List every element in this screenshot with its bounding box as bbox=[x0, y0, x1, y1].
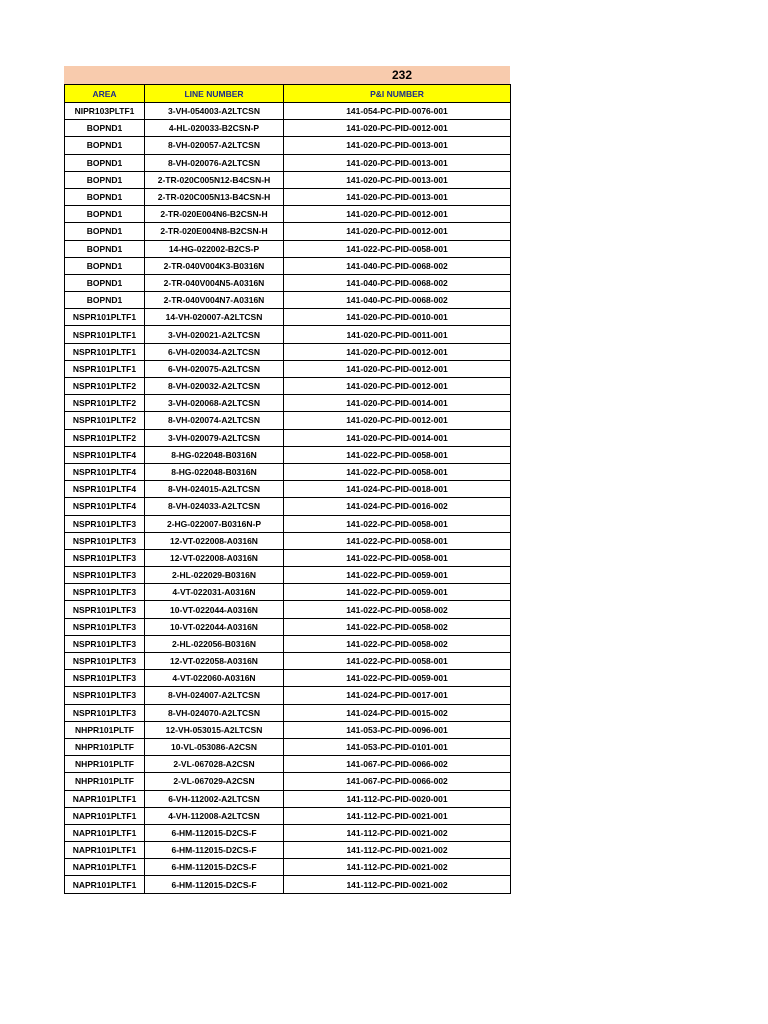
table-row bbox=[65, 876, 511, 893]
table-row bbox=[65, 481, 511, 498]
pid-number-cell: 141-020-PC-PID-0013-001 bbox=[284, 188, 511, 205]
area-cell: NAPR101PLTF1 bbox=[65, 790, 145, 807]
line-number-cell: 2-VL-067028-A2CSN bbox=[145, 756, 284, 773]
table-row bbox=[65, 738, 511, 755]
line-number-cell: 8-VH-020057-A2LTCSN bbox=[145, 137, 284, 154]
area-cell: NSPR101PLTF2 bbox=[65, 395, 145, 412]
area-cell: NAPR101PLTF1 bbox=[65, 807, 145, 824]
area-cell: NIPR103PLTF1 bbox=[65, 103, 145, 120]
table-row bbox=[65, 515, 511, 532]
pid-number-cell: 141-053-PC-PID-0101-001 bbox=[284, 738, 511, 755]
table-row bbox=[65, 360, 511, 377]
area-cell: BOPND1 bbox=[65, 137, 145, 154]
area-cell: BOPND1 bbox=[65, 171, 145, 188]
table-row bbox=[65, 446, 511, 463]
area-cell: BOPND1 bbox=[65, 120, 145, 137]
pid-number-cell: 141-067-PC-PID-0066-002 bbox=[284, 756, 511, 773]
pid-number-cell: 141-022-PC-PID-0059-001 bbox=[284, 584, 511, 601]
pid-number-cell: 141-022-PC-PID-0058-001 bbox=[284, 653, 511, 670]
line-number-cell: 6-HM-112015-D2CS-F bbox=[145, 876, 284, 893]
area-cell: NSPR101PLTF2 bbox=[65, 429, 145, 446]
table-row bbox=[65, 601, 511, 618]
line-number-cell: 6-HM-112015-D2CS-F bbox=[145, 842, 284, 859]
spreadsheet bbox=[64, 66, 510, 894]
pid-number-cell: 141-112-PC-PID-0021-001 bbox=[284, 807, 511, 824]
line-count: 232 bbox=[391, 68, 413, 82]
line-number-cell: 2-TR-040V004N5-A0316N bbox=[145, 274, 284, 291]
table-row bbox=[65, 807, 511, 824]
pid-number-cell: 141-022-PC-PID-0058-001 bbox=[284, 463, 511, 480]
area-cell: NSPR101PLTF3 bbox=[65, 601, 145, 618]
pid-number-cell: 141-020-PC-PID-0014-001 bbox=[284, 429, 511, 446]
line-number-cell: 10-VL-053086-A2CSN bbox=[145, 738, 284, 755]
table-row bbox=[65, 584, 511, 601]
line-number-cell: 2-TR-040V004N7-A0316N bbox=[145, 292, 284, 309]
line-number-cell: 3-VH-020079-A2LTCSN bbox=[145, 429, 284, 446]
table-row bbox=[65, 103, 511, 120]
area-cell: NHPR101PLTF bbox=[65, 738, 145, 755]
header-row bbox=[65, 85, 511, 103]
area-cell: BOPND1 bbox=[65, 257, 145, 274]
pid-number-cell: 141-112-PC-PID-0020-001 bbox=[284, 790, 511, 807]
area-cell: NHPR101PLTF bbox=[65, 721, 145, 738]
area-cell: NSPR101PLTF3 bbox=[65, 635, 145, 652]
pid-number-cell: 141-067-PC-PID-0066-002 bbox=[284, 773, 511, 790]
pid-number-cell: 141-040-PC-PID-0068-002 bbox=[284, 292, 511, 309]
pid-number-cell: 141-020-PC-PID-0010-001 bbox=[284, 309, 511, 326]
pid-number-cell: 141-022-PC-PID-0058-001 bbox=[284, 532, 511, 549]
table-row bbox=[65, 154, 511, 171]
table-row bbox=[65, 326, 511, 343]
table-row bbox=[65, 756, 511, 773]
line-number-cell: 6-VH-112002-A2LTCSN bbox=[145, 790, 284, 807]
table-row bbox=[65, 635, 511, 652]
table-row bbox=[65, 653, 511, 670]
line-number-cell: 14-HG-022002-B2CS-P bbox=[145, 240, 284, 257]
pid-number-cell: 141-024-PC-PID-0018-001 bbox=[284, 481, 511, 498]
banner-row bbox=[64, 66, 510, 84]
table-row bbox=[65, 549, 511, 566]
pid-number-cell: 141-112-PC-PID-0021-002 bbox=[284, 876, 511, 893]
pid-number-cell: 141-020-PC-PID-0013-001 bbox=[284, 171, 511, 188]
table-row bbox=[65, 429, 511, 446]
line-list-table bbox=[64, 84, 511, 894]
pid-number-cell: 141-112-PC-PID-0021-002 bbox=[284, 824, 511, 841]
table-row bbox=[65, 343, 511, 360]
line-number-cell: 2-VL-067029-A2CSN bbox=[145, 773, 284, 790]
line-number-cell: 12-VT-022058-A0316N bbox=[145, 653, 284, 670]
line-number-cell: 8-HG-022048-B0316N bbox=[145, 446, 284, 463]
area-cell: NAPR101PLTF1 bbox=[65, 842, 145, 859]
line-number-cell: 2-TR-020C005N13-B4CSN-H bbox=[145, 188, 284, 205]
pid-number-cell: 141-024-PC-PID-0017-001 bbox=[284, 687, 511, 704]
pid-number-cell: 141-112-PC-PID-0021-002 bbox=[284, 842, 511, 859]
pid-number-cell: 141-040-PC-PID-0068-002 bbox=[284, 257, 511, 274]
pid-number-cell: 141-020-PC-PID-0012-001 bbox=[284, 223, 511, 240]
table-row bbox=[65, 223, 511, 240]
table-row bbox=[65, 687, 511, 704]
line-number-cell: 3-VH-020021-A2LTCSN bbox=[145, 326, 284, 343]
line-number-cell: 2-HL-022029-B0316N bbox=[145, 567, 284, 584]
pid-number-cell: 141-022-PC-PID-0058-001 bbox=[284, 515, 511, 532]
pid-number-cell: 141-020-PC-PID-0012-001 bbox=[284, 378, 511, 395]
pid-number-cell: 141-020-PC-PID-0012-001 bbox=[284, 206, 511, 223]
pid-number-cell: 141-020-PC-PID-0012-001 bbox=[284, 343, 511, 360]
area-cell: NSPR101PLTF3 bbox=[65, 670, 145, 687]
area-cell: NAPR101PLTF1 bbox=[65, 876, 145, 893]
line-number-cell: 6-HM-112015-D2CS-F bbox=[145, 859, 284, 876]
pid-number-cell: 141-020-PC-PID-0012-001 bbox=[284, 360, 511, 377]
area-cell: NSPR101PLTF3 bbox=[65, 618, 145, 635]
area-cell: NSPR101PLTF4 bbox=[65, 446, 145, 463]
line-number-cell: 8-HG-022048-B0316N bbox=[145, 463, 284, 480]
line-number-cell: 10-VT-022044-A0316N bbox=[145, 601, 284, 618]
area-cell: NAPR101PLTF1 bbox=[65, 859, 145, 876]
table-row bbox=[65, 824, 511, 841]
line-number-cell: 3-VH-020068-A2LTCSN bbox=[145, 395, 284, 412]
line-number-cell: 4-HL-020033-B2CSN-P bbox=[145, 120, 284, 137]
area-cell: NSPR101PLTF3 bbox=[65, 515, 145, 532]
pid-number-cell: 141-022-PC-PID-0058-002 bbox=[284, 618, 511, 635]
table-row bbox=[65, 463, 511, 480]
area-cell: NSPR101PLTF4 bbox=[65, 463, 145, 480]
table-row bbox=[65, 257, 511, 274]
area-cell: NSPR101PLTF1 bbox=[65, 360, 145, 377]
line-number-cell: 8-VH-024015-A2LTCSN bbox=[145, 481, 284, 498]
table-body bbox=[65, 103, 511, 894]
area-cell: NSPR101PLTF3 bbox=[65, 704, 145, 721]
line-number-cell: 10-VT-022044-A0316N bbox=[145, 618, 284, 635]
table-row bbox=[65, 395, 511, 412]
table-row bbox=[65, 567, 511, 584]
table-row bbox=[65, 292, 511, 309]
area-cell: NSPR101PLTF4 bbox=[65, 498, 145, 515]
area-cell: BOPND1 bbox=[65, 188, 145, 205]
table-row bbox=[65, 171, 511, 188]
line-number-cell: 2-TR-020C005N12-B4CSN-H bbox=[145, 171, 284, 188]
area-cell: BOPND1 bbox=[65, 274, 145, 291]
table-row bbox=[65, 498, 511, 515]
line-number-cell: 2-TR-020E004N6-B2CSN-H bbox=[145, 206, 284, 223]
table-row bbox=[65, 859, 511, 876]
table-row bbox=[65, 704, 511, 721]
table-row bbox=[65, 618, 511, 635]
line-number-cell: 2-HG-022007-B0316N-P bbox=[145, 515, 284, 532]
area-cell: NSPR101PLTF2 bbox=[65, 378, 145, 395]
pid-number-cell: 141-020-PC-PID-0013-001 bbox=[284, 154, 511, 171]
pid-number-cell: 141-020-PC-PID-0012-001 bbox=[284, 412, 511, 429]
area-cell: BOPND1 bbox=[65, 292, 145, 309]
pid-number-cell: 141-020-PC-PID-0013-001 bbox=[284, 137, 511, 154]
table-row bbox=[65, 378, 511, 395]
pid-number-cell: 141-053-PC-PID-0096-001 bbox=[284, 721, 511, 738]
pid-number-cell: 141-022-PC-PID-0059-001 bbox=[284, 567, 511, 584]
area-cell: NSPR101PLTF1 bbox=[65, 309, 145, 326]
line-number-cell: 2-HL-022056-B0316N bbox=[145, 635, 284, 652]
pid-number-cell: 141-112-PC-PID-0021-002 bbox=[284, 859, 511, 876]
line-number-cell: 2-TR-020E004N8-B2CSN-H bbox=[145, 223, 284, 240]
line-number-cell: 3-VH-054003-A2LTCSN bbox=[145, 103, 284, 120]
line-number-cell: 6-VH-020034-A2LTCSN bbox=[145, 343, 284, 360]
table-row bbox=[65, 206, 511, 223]
table-row bbox=[65, 240, 511, 257]
column-header-area: AREA bbox=[65, 85, 145, 103]
line-number-cell: 8-VH-020076-A2LTCSN bbox=[145, 154, 284, 171]
pid-number-cell: 141-024-PC-PID-0016-002 bbox=[284, 498, 511, 515]
line-number-cell: 8-VH-024033-A2LTCSN bbox=[145, 498, 284, 515]
area-cell: NAPR101PLTF1 bbox=[65, 824, 145, 841]
pid-number-cell: 141-022-PC-PID-0058-002 bbox=[284, 601, 511, 618]
table-row bbox=[65, 120, 511, 137]
table-row bbox=[65, 188, 511, 205]
area-cell: NHPR101PLTF bbox=[65, 773, 145, 790]
pid-number-cell: 141-022-PC-PID-0059-001 bbox=[284, 670, 511, 687]
table-row bbox=[65, 532, 511, 549]
column-header-pid-number: P&I NUMBER bbox=[284, 85, 511, 103]
area-cell: NSPR101PLTF1 bbox=[65, 343, 145, 360]
column-header-line-number: LINE NUMBER bbox=[145, 85, 284, 103]
pid-number-cell: 141-020-PC-PID-0012-001 bbox=[284, 120, 511, 137]
pid-number-cell: 141-022-PC-PID-0058-001 bbox=[284, 446, 511, 463]
area-cell: NSPR101PLTF3 bbox=[65, 567, 145, 584]
area-cell: NSPR101PLTF2 bbox=[65, 412, 145, 429]
line-number-cell: 4-VH-112008-A2LTCSN bbox=[145, 807, 284, 824]
line-number-cell: 6-VH-020075-A2LTCSN bbox=[145, 360, 284, 377]
line-number-cell: 8-VH-024007-A2LTCSN bbox=[145, 687, 284, 704]
area-cell: BOPND1 bbox=[65, 154, 145, 171]
table-row bbox=[65, 309, 511, 326]
area-cell: NSPR101PLTF3 bbox=[65, 584, 145, 601]
area-cell: BOPND1 bbox=[65, 223, 145, 240]
pid-number-cell: 141-040-PC-PID-0068-002 bbox=[284, 274, 511, 291]
line-number-cell: 14-VH-020007-A2LTCSN bbox=[145, 309, 284, 326]
pid-number-cell: 141-020-PC-PID-0011-001 bbox=[284, 326, 511, 343]
line-number-cell: 8-VH-024070-A2LTCSN bbox=[145, 704, 284, 721]
table-row bbox=[65, 137, 511, 154]
table-row bbox=[65, 842, 511, 859]
pid-number-cell: 141-020-PC-PID-0014-001 bbox=[284, 395, 511, 412]
area-cell: BOPND1 bbox=[65, 206, 145, 223]
area-cell: NSPR101PLTF3 bbox=[65, 653, 145, 670]
line-number-cell: 12-VT-022008-A0316N bbox=[145, 532, 284, 549]
line-number-cell: 8-VH-020032-A2LTCSN bbox=[145, 378, 284, 395]
pid-number-cell: 141-024-PC-PID-0015-002 bbox=[284, 704, 511, 721]
line-number-cell: 6-HM-112015-D2CS-F bbox=[145, 824, 284, 841]
area-cell: NSPR101PLTF4 bbox=[65, 481, 145, 498]
table-row bbox=[65, 773, 511, 790]
line-number-cell: 12-VH-053015-A2LTCSN bbox=[145, 721, 284, 738]
line-number-cell: 12-VT-022008-A0316N bbox=[145, 549, 284, 566]
area-cell: BOPND1 bbox=[65, 240, 145, 257]
pid-number-cell: 141-022-PC-PID-0058-001 bbox=[284, 549, 511, 566]
pid-number-cell: 141-022-PC-PID-0058-001 bbox=[284, 240, 511, 257]
line-number-cell: 4-VT-022031-A0316N bbox=[145, 584, 284, 601]
area-cell: NSPR101PLTF1 bbox=[65, 326, 145, 343]
table-row bbox=[65, 274, 511, 291]
line-number-cell: 8-VH-020074-A2LTCSN bbox=[145, 412, 284, 429]
line-number-cell: 2-TR-040V004K3-B0316N bbox=[145, 257, 284, 274]
table-row bbox=[65, 670, 511, 687]
pid-number-cell: 141-022-PC-PID-0058-002 bbox=[284, 635, 511, 652]
area-cell: NSPR101PLTF3 bbox=[65, 532, 145, 549]
line-number-cell: 4-VT-022060-A0316N bbox=[145, 670, 284, 687]
pid-number-cell: 141-054-PC-PID-0076-001 bbox=[284, 103, 511, 120]
area-cell: NHPR101PLTF bbox=[65, 756, 145, 773]
table-row bbox=[65, 412, 511, 429]
table-row bbox=[65, 721, 511, 738]
area-cell: NSPR101PLTF3 bbox=[65, 687, 145, 704]
area-cell: NSPR101PLTF3 bbox=[65, 549, 145, 566]
table-row bbox=[65, 790, 511, 807]
